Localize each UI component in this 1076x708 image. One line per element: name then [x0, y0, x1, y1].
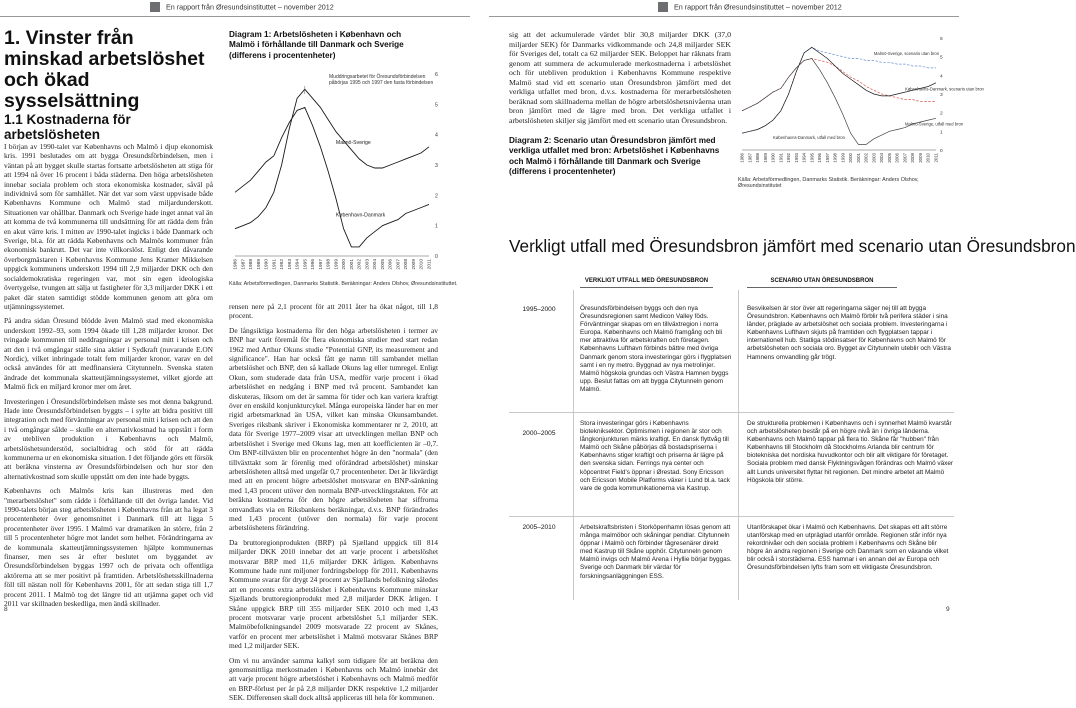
x-tick-label: 2003	[365, 259, 371, 270]
paragraph: I början av 1990-talet var Københavns och Malmö i djup ekonomisk kris. 1991 beslutades om att bygga Öresundsförbindelsen, men i väntan på att bygget skulle startas fortsatte arbetslösheten att stiga för att 1994 nå över 16 procent i båda städerna. Den höga arbetslösheten innebar sociala problem och stora ekonomiska kostnader, såväl på individnivå som för samhället. När det var som värst uppvisade både Københavns Kommune och Malmö stad miljardunderskott. Situationen var ohållbar. Danmark och Sverige hade inget annat val än att komma de två kommunerna till undsättning för att rädda dem från en akut värre kris. I mitten av 1990-talet ingicks i både Danmark och Sverige, bl.a. för att rädda Københavns och Malmös kommuner från ekonomisk bankrutt. Det var inte villkorslöst. Enligt den dåvarande överborgmästaren i Københavns Kommune Jens Kramer Mikkelsen uppgick kommunens underskott 1994 till 2,9 miljarder DKK och den socialdemokratiska regeringen var, mot sin egen ideologiska övertygelse, tvungen att sälja ut fastigheter för 3,3 miljarder DKK i ett paket där staten samtidigt stödde kommunen genom att göra om utjämningssystemet.	[4, 142, 213, 311]
header-rule-right	[489, 16, 959, 17]
x-tick-label: 2010	[925, 153, 931, 163]
table-divider	[738, 290, 739, 600]
x-tick-label: 1996	[311, 259, 317, 270]
y-tick-label: 6	[435, 72, 438, 78]
diagram-2-svg	[736, 30, 984, 175]
diagram-1-chart	[229, 60, 451, 280]
series-line	[235, 89, 429, 229]
table-row-rule	[509, 412, 954, 413]
header-rule-left	[0, 16, 470, 17]
text-column-1	[4, 142, 213, 614]
x-tick-label: 1997	[824, 153, 830, 163]
x-tick-label: 1996	[817, 153, 823, 163]
chart-annotation-line2: påbörjas 1995 och 1997 den fasta förbindelsen	[329, 80, 434, 86]
x-tick-label: 1999	[840, 153, 846, 163]
x-tick-label: 2007	[902, 153, 908, 163]
x-tick-label: 2000	[848, 153, 854, 163]
paragraph: rensen nere på 2,1 procent för att 2011 åter ha ökat något, till 1,8 procent.	[229, 302, 438, 321]
y-tick-label: 5	[940, 55, 943, 61]
x-tick-label: 1989	[762, 153, 768, 163]
paragraph: Da bruttoregionprodukten (BRP) på Sjælland uppgick till 814 miljarder DKK 2010 innebar det att varje procent i arbetslöshet motsvarar BRP med 11,6 miljarder DKK årligen. Københavns Kommune hade runt miljoner fordringsbelopp för 2011. Københavns Kommune svarar för drygt 24 procent av Sjællands befolkning således att en procents extra arbetslöshet i Københavns Kommune minskar Sjællands bruttoregionprodukt med 2,8 miljarder DKK årligen. I Skåne uppgick BRP till 355 miljarder SEK 2010 och med 1,43 procent motsvarar varje procent arbetslöshet 5,1 miljarder SEK. Malmöbefolkningsandel 2009 motsvarade 22 procent av Skånes, varför en procent mer arbetslöshet i Malmö motsvarar Skånes BRP med 1,2 miljarder SEK.	[229, 537, 438, 651]
chart-annotation-line1: Muddringsarbetet för Öresundsförbindelsen	[329, 74, 426, 80]
series-line	[235, 107, 429, 247]
x-tick-label: 1987	[241, 259, 247, 270]
table-period-2: 2000–2005	[522, 430, 556, 437]
y-tick-label: 1	[940, 130, 943, 136]
x-tick-label: 2008	[910, 153, 916, 163]
section-title: 1.1 Kostnaderna för arbetslösheten	[4, 112, 131, 142]
table-cell-actual: Arbetskraftsbristen i Storköpenhamn lösas genom att många malmöbor och skåningar pendlar. Citytunneln öppnar i Malmö och förbinder tågresenärer direkt med Kastrup till Skåne upphör. Citytunneln genom Malmö invigs och Malmö Arena i Hyllie börjar byggas. Sverige och Danmark blir värdar för forskningsanläggningen ESS.	[580, 524, 732, 580]
paragraph: På andra sidan Öresund blödde även Malmö stad med ekonomiska underskott 1992–93, som 1994 ökade till 1,28 miljarder kronor. Det tvingade kommunen till neddragningar av personal mitt i krisen och att den i två omgångar ställe sina aktier i Sydkraft (nuvarande E.ON Nordic), vilket inbringade totalt fem miljarder kronor, varav en del också användes för att medfinansiera Citytunneln. Svenska staten ändrade det kommunala skatteutjämningssystemet, vilket gjorde att Malmö fick en miljard kronor mer om året.	[4, 316, 213, 392]
x-tick-label: 1989	[256, 259, 262, 270]
x-tick-label: 1995	[303, 259, 309, 270]
y-tick-label: 3	[435, 163, 438, 169]
table-cell-scenario: Utanförskapet ökar i Malmö och Københavns. Det skapas ett allt större utanförskap med en utpräglad utanför område. Regionen står inför nya rekordnivåer och den sociala problem i Københavns och Skåne blir högre än andra regionen i Sverige och Danmark som en växande vilket blir också i storstäderna. ESS hamnar i en annan del av Europa och Öresundsförbindelsen lyfts fram som ett viktigaste Öresundsbron.	[747, 524, 949, 572]
series-line	[742, 59, 936, 145]
x-tick-label: 2005	[886, 153, 892, 163]
institute-logo-icon	[658, 2, 668, 12]
x-tick-label: 2005	[380, 259, 386, 270]
table-header-scenario: SCENARIO UTAN ÖRESUNDSBRON	[747, 274, 897, 288]
x-tick-label: 1997	[318, 259, 324, 270]
x-tick-label: 2003	[871, 153, 877, 163]
table-divider	[573, 290, 574, 600]
x-tick-label: 1986	[233, 259, 239, 270]
series-label: Københavns-Danmark, scenario utan bron	[904, 86, 984, 92]
institute-logo-icon	[150, 2, 160, 12]
x-tick-label: 2011	[933, 153, 939, 163]
table-period-3: 2005–2010	[522, 524, 556, 531]
x-tick-label: 1993	[287, 259, 293, 270]
x-tick-label: 1987	[747, 153, 753, 163]
header-text-right: En rapport från Øresundsinstituttet – november 2012	[674, 2, 842, 12]
page-header-right	[658, 2, 842, 16]
text-column-3: sig att det ackumulerade värdet blir 30,8 miljarder DKK (37,0 miljarder SEK) för Danmarks vidkommande och 24,8 miljarder SEK för Sveriges del, totalt ca 62 miljarder SEK. Beloppet har räknats fram genom att summera de ackumulerade merkostnaderna i arbetslöshet och för utebliven produktion i Københavns Kommune respektive Malmö stad vid ett scenario utan Öresundsbron jämfört med det verkliga utfallet med bron, d.v.s. kostnaderna för merarbetslösheten beräknad som skillnaderna mellan de högre arbetslöshetsnivåerna utan bron jämfört med de lägre med bron. Det verkliga utfallet i arbetslösheten skiljer sig jämfört med ett scenario utan Öresundsbron.	[509, 30, 731, 125]
x-tick-label: 2008	[404, 259, 410, 270]
x-tick-label: 1992	[280, 259, 286, 270]
diagram-1-svg	[229, 60, 451, 280]
y-tick-label: 1	[435, 223, 438, 230]
x-tick-label: 2010	[419, 259, 425, 270]
x-tick-label: 1990	[264, 259, 270, 270]
x-tick-label: 1990	[770, 153, 776, 163]
paragraph: De långsiktiga kostnaderna för den höga arbetslösheten i termer av BNP har varit föremål för flera ekonomiska studier med start redan 1962 med Arthur Okuns studie "Potential GNP, its measurement and significance". Han har också fått ge namn till sambandet mellan arbetslöshet och BNP, den så kallade Okuns lag eller tumregel. Enligt Okun, som studerade data från USA, medför varje procent i ökad arbetslöshet en nedgång i BNP med två procent. Sambandet kan diskuteras, liksom om det är samma för tider och kan variera kraftigt över en enskild konjunkturcykel. Många europeiska länder har en mer rigid arbetsmarknad än USA, vilket kan minska Okunsambandet. Sveriges riksbank skriver i Ekonomiska kommentarer nr 2, 2010, att data för Sverige 1977–2009 visar att utvecklingen mellan BNP och arbetslöshet i Sverige med Okuns lag, men att koefficienten är –0,7. Om BNP-tillväxten blir en procentenhet högre än den "normala" (den tillväxttakt som är förenlig med oförändrad arbetslöshet) minskar arbetslösheten alltså med ungefär 0,7 procentenheter. Det är likvärdigt med att en procent högre arbetslöshet motsvarar en BNP-sänkning med 1,43 procent utöver den normala BNP-utvecklingstakten. För att beräkna kostnaderna för den högre arbetslösheten har siffrorna omvandlats via en Riksbankens beräkningar, d.v.s. BNP förändrades med 1,43 procent (utöver den normala) för varje procent arbetslöshetens förändring.	[229, 325, 438, 533]
x-tick-label: 1988	[249, 259, 255, 270]
y-tick-label: 5	[435, 102, 438, 109]
header-text-left: En rapport från Øresundsinstituttet – november 2012	[166, 2, 334, 12]
x-tick-label: 2004	[373, 259, 379, 270]
table-cell-actual: Öresundsförbindelsen byggs och den nya Öresundsregionen samt Medicon Valley föds. Förväntningar skapas om en tillväxtregion i norra Europa. Københavns och Malmö framgång och bli mer attraktiva för arbetskraften och företagen. Københavns Lufthavn förbinds bättre med övriga Danmark genom stora investeringar görs i flygplatsen samt i en ny metro. Byggnad av nya metrolinjer. Malmö högskola grundas och Västra Hamnen byggs upp. Beslut fattas om att bygga Citytunneln genom Malmö.	[580, 305, 732, 393]
table-header-actual: VERKLIGT UTFALL MED ÖRESUNDSBRON	[580, 274, 713, 288]
series-label: Malmö-Sverige, scenario utan bron	[873, 50, 940, 56]
table-period-1: 1995–2000	[522, 306, 556, 313]
x-tick-label: 2009	[411, 259, 417, 270]
x-tick-label: 1994	[295, 259, 301, 270]
y-tick-label: 3	[940, 93, 943, 98]
series-label: Malmö-Sverige, utfall med bron	[904, 121, 964, 127]
series-line	[742, 59, 936, 111]
paragraph: Københavns och Malmös kris kan illustreras med den "merarbetslöshet" som rådde i förhållande till det övriga landet. Vid 1990-talets början steg arbetslösheten i Københavns från att ha legat 3 procentenheter över genomsnittet i Danmark till att ligga 5 procentenheter över 1995. I Malmö var dramatiken än större, från 2 till 5 procentenheter högre mot landet som helhet. Förändringarna av de kommunala skatteutjämningssystemen hjälpte kommunernas finanser, men ses är efter beslutet om byggandet av Öresundsförbindelsen byggas 1997 och de privata och offentliga aktörerna att se mer positivt på framtiden. Arbetslöshetsskillnaderna föll till nästan noll för Københavns 2001, för att sedan stiga till 1,7 procent 2011. I Malmö tog det längre tid att utjämna gapet och vid 2011 var skillnaden beskedliga, men ändå skillnader.	[4, 486, 213, 609]
page-header-left	[150, 2, 334, 16]
x-tick-label: 1986	[739, 153, 745, 163]
x-tick-label: 2004	[879, 153, 885, 163]
chapter-title: 1. Vinster från minskad arbetslöshet och ökad sysselsättning	[4, 27, 205, 112]
series-label: Malmö-Sverige	[335, 139, 371, 146]
x-tick-label: 1991	[272, 259, 278, 270]
y-tick-label: 0	[435, 254, 438, 260]
table-cell-actual: Stora investeringar görs i Københavns biotekniksektor. Optimismen i regionen är stor och långkonjunkturen märks kraftigt. En dansk flyttvåg till Malmö och Skåne påbörjas då bostadspriserna i Københavns stiger kraftigt och priserna är lägre på den svenska sidan. Ferrings nya center och köpcentret Field's öppnar i Ørestad. Sony Ericsson och Ericsson Mobile Platforms växer i Lund bl.a. tack vare de goda kommunikationerna via Kastrup.	[580, 420, 730, 492]
page-number-left: 8	[4, 606, 8, 613]
x-tick-label: 1993	[793, 153, 799, 163]
diagram-2-chart	[736, 30, 984, 175]
page-number-right: 9	[946, 606, 950, 613]
x-tick-label: 1994	[801, 153, 807, 163]
x-tick-label: 1992	[786, 153, 792, 163]
x-tick-label: 2011	[427, 259, 433, 270]
x-tick-label: 2001	[349, 259, 355, 270]
series-label: Københavns-Danmark, utfall med bron	[773, 134, 845, 140]
y-tick-label: 0	[940, 149, 943, 154]
text-column-2	[229, 302, 438, 708]
x-tick-label: 1988	[755, 153, 761, 163]
table-cell-scenario: Besvikelsen är stor över att regeringarna säger nej till att bygga Öresundsbron. Københavns och Malmö förblir två perifera städer i sina länder, präglade av arbetslöshet och sociala problem. Investeringarna i Københavns Lufthavn skjuts på framtiden och flygplatsen tappar i internationell hub. Statliga stödinsatser för Københavns och Malmö för arbetslösheten och sociala oro. Bygget av Citytunneln uteblir och Västra Hamnens omvandling går trögt.	[747, 305, 951, 361]
diagram-1-title: Diagram 1: Arbetslösheten i København och Malmö i förhållande till Danmark och Sverige (differens i procentenheter)	[229, 30, 404, 60]
x-tick-label: 1995	[809, 153, 815, 163]
diagram-2-source: Källa: Arbetsförmedlingen, Danmarks Statistik. Beräkningar: Anders Olshov, Øresundsinstitutet	[738, 177, 919, 189]
table-heading: Verkligt utfall med Öresundsbron jämfört med scenario utan Öresundsbron	[509, 236, 1076, 256]
x-tick-label: 2007	[396, 259, 402, 270]
diagram-1-source: Källa: Arbetsförmedlingen, Danmarks Statistik. Beräkningar: Anders Olshov, Øresundsinstituttet.	[229, 281, 458, 287]
paragraph: Investeringen i Öresundsförbindelsen måste ses mot denna bakgrund. Hade inte Öresundsförbindelsen byggts – i sylte att bidra positivt till integration och med förväntningar av personal mitt i krisen och att den i två omgångar sålde – skulle en alternativkostnad ha uppstått i form av utebliven produktion i Københavns och Malmö, arbetslöshetsunderstöd, socialbidrag och stöd för att rädda kommunerna ur en ekonomiska situation. I det följande görs ett försök att beräkna vinsterna av Öresundsförbindelsen och hur stor den alternativkostnad som skulle uppstått om den inte hade byggts.	[4, 396, 213, 481]
diagram-2-title: Diagram 2: Scenario utan Öresundsbron jämfört med verkliga utfallet med bron: Arbetslöshet i Københavns och Malmö i förhållande till Danmark och Sverige (differens i procentenheter)	[509, 136, 720, 177]
y-tick-label: 4	[435, 132, 438, 139]
x-tick-label: 1998	[832, 153, 838, 163]
y-tick-label: 2	[435, 193, 438, 200]
x-tick-label: 2006	[894, 153, 900, 163]
y-tick-label: 2	[940, 111, 943, 117]
y-tick-label: 6	[940, 37, 943, 42]
x-tick-label: 2002	[357, 259, 363, 270]
x-tick-label: 1998	[326, 259, 332, 270]
x-tick-label: 2000	[342, 259, 348, 270]
table-cell-scenario: De strukturella problemen i Københavns och i synnerhet Malmö kvarstår och arbetslösheten består på en högre nivå än i övriga länderna. Københavns och Malmö tappar på flera tio. Skåne får "hubben" från Københavns till Stockholm då Stockholms Arlanda blir centrum för biotekniska det nordiska huvudkontor och blir allt viktigare för företaget. Sociala problem med dansk Flyktningsvågen förändras och Malmö växer allt Lunds universitet flyttar hit regionen. Det mindre arbetet att Malmö Högskola blir större.	[747, 420, 954, 484]
table-row-rule	[509, 516, 954, 517]
x-tick-label: 1999	[334, 259, 340, 270]
x-tick-label: 2001	[855, 153, 861, 163]
x-tick-label: 2006	[388, 259, 394, 270]
x-tick-label: 2009	[917, 153, 923, 163]
y-tick-label: 4	[940, 74, 943, 80]
x-tick-label: 2002	[863, 153, 869, 163]
x-tick-label: 1991	[778, 153, 784, 163]
paragraph: Om vi nu använder samma kalkyl som tidigare för att beräkna den genomsnittliga merkostnaden i Københavns och Malmö innebär det att varje procent högre arbetslöshet i Københavns och Malmö medför en BRP-förlust per år på 2,8 miljarder DKK respektive 1,2 miljarder SEK. Differensen skall dock alltså appliceras till hela för kommunen.	[229, 655, 438, 703]
series-label: København-Danmark	[335, 212, 386, 219]
